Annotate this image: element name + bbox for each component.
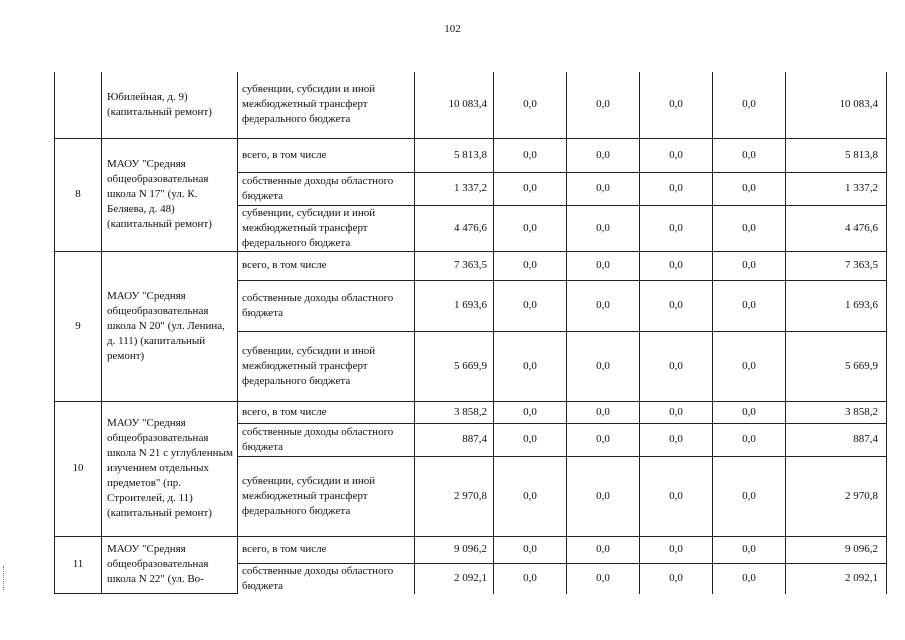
amount-value: 0,0 (494, 280, 567, 331)
page-number: 102 (444, 23, 461, 35)
amount-value: 0,0 (567, 536, 640, 563)
total-value: 9 096,2 (786, 536, 887, 563)
amount-value: 2 092,1 (415, 563, 494, 594)
budget-table (54, 72, 887, 594)
total-value: 5 813,8 (786, 138, 887, 172)
amount-value: 9 096,2 (415, 536, 494, 563)
amount-value: 3 858,2 (415, 401, 494, 423)
funding-source: собственные доходы областного бюджета (238, 172, 415, 205)
funding-source: субвенции, субсидии и иной межбюджетный трансферт федерального бюджета (238, 456, 415, 536)
total-value: 5 669,9 (786, 331, 887, 401)
amount-value: 0,0 (640, 331, 713, 401)
object-name: МАОУ "Средняя общеобразовательная школа N 17" (ул. К. Беляева, д. 48) (капитальный ремонт) (102, 138, 238, 251)
amount-value: 10 083,4 (415, 72, 494, 138)
row-number: 9 (55, 251, 102, 401)
amount-value: 0,0 (567, 72, 640, 138)
funding-source: всего, в том числе (238, 138, 415, 172)
total-value: 10 083,4 (786, 72, 887, 138)
amount-value: 0,0 (713, 72, 786, 138)
amount-value: 0,0 (640, 401, 713, 423)
total-value: 887,4 (786, 423, 887, 456)
amount-value: 7 363,5 (415, 251, 494, 280)
table-row (55, 401, 887, 423)
amount-value: 2 970,8 (415, 456, 494, 536)
table-row (55, 536, 887, 563)
funding-source: субвенции, субсидии и иной межбюджетный трансферт федерального бюджета (238, 205, 415, 251)
funding-source: всего, в том числе (238, 401, 415, 423)
table-row (55, 138, 887, 172)
amount-value: 0,0 (640, 72, 713, 138)
amount-value: 0,0 (567, 205, 640, 251)
funding-source: собственные доходы областного бюджета (238, 423, 415, 456)
amount-value: 0,0 (494, 205, 567, 251)
amount-value: 0,0 (494, 456, 567, 536)
amount-value: 0,0 (567, 251, 640, 280)
amount-value: 0,0 (713, 138, 786, 172)
amount-value: 0,0 (567, 456, 640, 536)
amount-value: 0,0 (494, 138, 567, 172)
total-value: 2 092,1 (786, 563, 887, 594)
amount-value: 0,0 (494, 563, 567, 594)
total-value: 1 337,2 (786, 172, 887, 205)
funding-source: субвенции, субсидии и иной межбюджетный трансферт федерального бюджета (238, 72, 415, 138)
amount-value: 0,0 (567, 423, 640, 456)
row-number: 11 (55, 536, 102, 594)
amount-value: 0,0 (494, 172, 567, 205)
amount-value: 0,0 (713, 280, 786, 331)
amount-value: 0,0 (494, 536, 567, 563)
amount-value: 0,0 (713, 401, 786, 423)
total-value: 1 693,6 (786, 280, 887, 331)
amount-value: 0,0 (713, 456, 786, 536)
amount-value: 1 693,6 (415, 280, 494, 331)
row-number: 10 (55, 401, 102, 536)
amount-value: 0,0 (494, 423, 567, 456)
amount-value: 1 337,2 (415, 172, 494, 205)
amount-value: 0,0 (567, 280, 640, 331)
funding-source: всего, в том числе (238, 536, 415, 563)
amount-value: 0,0 (494, 72, 567, 138)
amount-value: 0,0 (640, 280, 713, 331)
funding-source: собственные доходы областного бюджета (238, 563, 415, 594)
amount-value: 0,0 (713, 563, 786, 594)
object-name: МАОУ "Средняя общеобразовательная школа N 22" (ул. Во- (102, 536, 238, 594)
row-number: 8 (55, 138, 102, 251)
amount-value: 0,0 (494, 401, 567, 423)
object-name: Юбилейная, д. 9) (капитальный ремонт) (102, 72, 238, 138)
amount-value: 0,0 (640, 138, 713, 172)
amount-value: 0,0 (713, 251, 786, 280)
amount-value: 0,0 (494, 331, 567, 401)
amount-value: 0,0 (713, 172, 786, 205)
table-row (55, 72, 887, 138)
margin-mark (3, 566, 6, 590)
amount-value: 0,0 (713, 331, 786, 401)
amount-value: 0,0 (713, 423, 786, 456)
amount-value: 0,0 (640, 251, 713, 280)
amount-value: 0,0 (567, 331, 640, 401)
total-value: 3 858,2 (786, 401, 887, 423)
table-row (55, 251, 887, 280)
amount-value: 0,0 (713, 536, 786, 563)
funding-source: субвенции, субсидии и иной межбюджетный трансферт федерального бюджета (238, 331, 415, 401)
object-name: МАОУ "Средняя общеобразовательная школа N 21 с углубленным изучением отдельных предметов" (пр. Строителей, д. 11) (капитальный ремонт) (102, 401, 238, 536)
amount-value: 4 476,6 (415, 205, 494, 251)
amount-value: 0,0 (494, 251, 567, 280)
funding-source: собственные доходы областного бюджета (238, 280, 415, 331)
amount-value: 0,0 (640, 563, 713, 594)
amount-value: 0,0 (567, 563, 640, 594)
amount-value: 0,0 (567, 172, 640, 205)
amount-value: 0,0 (567, 138, 640, 172)
total-value: 2 970,8 (786, 456, 887, 536)
total-value: 4 476,6 (786, 205, 887, 251)
amount-value: 5 669,9 (415, 331, 494, 401)
amount-value: 0,0 (640, 423, 713, 456)
amount-value: 0,0 (640, 536, 713, 563)
row-number (55, 72, 102, 138)
amount-value: 5 813,8 (415, 138, 494, 172)
amount-value: 887,4 (415, 423, 494, 456)
amount-value: 0,0 (567, 401, 640, 423)
object-name: МАОУ "Средняя общеобразовательная школа N 20" (ул. Ленина, д. 111) (капитальный ремонт) (102, 251, 238, 401)
amount-value: 0,0 (640, 456, 713, 536)
amount-value: 0,0 (640, 172, 713, 205)
funding-source: всего, в том числе (238, 251, 415, 280)
total-value: 7 363,5 (786, 251, 887, 280)
amount-value: 0,0 (640, 205, 713, 251)
amount-value: 0,0 (713, 205, 786, 251)
